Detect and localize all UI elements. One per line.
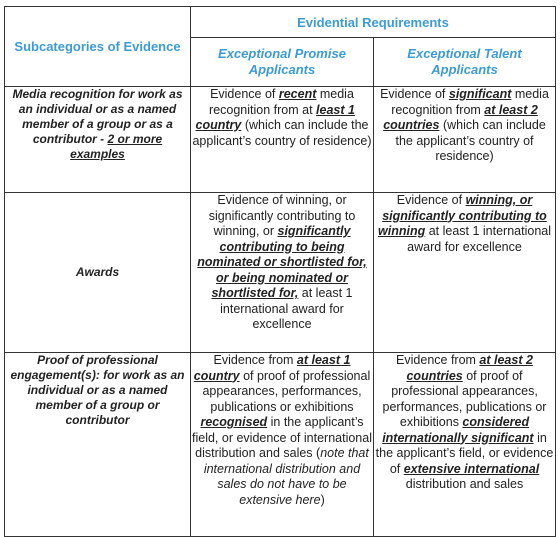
table-row-professional-engagement [5, 353, 556, 537]
evidence-table [4, 6, 556, 537]
emphasis: considered internationally significant [382, 415, 534, 445]
category-media-recognition: Media recognition for work as an individual or as a named member of a group or as a contributor - 2 or more examples [5, 87, 191, 193]
emphasis: extensive international [403, 461, 540, 476]
talent-professional-engagement: Evidence from at least 2 countries of proof of professional appearances, performances, publications or exhibitions considered internationally significant in the applicant’s field, or evidence of extensive international distribution and sales [374, 353, 556, 537]
table-row-awards [5, 193, 556, 353]
emphasis: at least 2 countries [406, 353, 533, 383]
promise-media-recognition: Evidence of recent media recognition from at least 1 country (which can include the applicant’s country of residence) [191, 87, 374, 193]
category-awards: Awards [5, 193, 191, 353]
emphasis: significantly contributing to being nominated or shortlisted for, or being nominated or shortlisted for, [197, 224, 367, 300]
header-talent-applicants: Exceptional Talent Applicants [374, 38, 556, 87]
emphasis: significant [448, 87, 512, 101]
category-professional-engagement: Proof of professional engagement(s): for work as an individual or as a named member of a group or contributor [5, 353, 191, 537]
emphasis: least 1 country [195, 102, 355, 132]
emphasis: at least 2 countries [383, 102, 538, 132]
promise-awards: Evidence of winning, or significantly contributing to winning, or significantly contributing to being nominated or shortlisted for, or being nominated or shortlisted for, at least 1 international award for excellence [191, 193, 374, 353]
header-promise-applicants: Exceptional Promise Applicants [191, 38, 374, 87]
talent-awards: Evidence of winning, or significantly contributing to winning at least 1 international award for excellence [374, 193, 556, 353]
emphasis: recognised [200, 415, 268, 429]
emphasis: 2 or more examples [70, 132, 163, 161]
table-row-media-recognition [5, 87, 556, 193]
header-evidential-requirements: Evidential Requirements [191, 7, 556, 38]
header-subcategories: Subcategories of Evidence [5, 7, 191, 87]
talent-media-recognition: Evidence of significant media recognition from at least 2 countries (which can include the applicant’s country of residence) [374, 87, 556, 193]
note-text: note that international distribution and sales do not have to be extensive here [203, 446, 369, 507]
promise-professional-engagement: Evidence from at least 1 country of proof of professional appearances, performances, publications or exhibitions recognised in the applicant’s field, or evidence of international distribution and sales (note that international distribution and sales do not have to be extensive here) [191, 353, 374, 537]
emphasis: winning, or significantly contributing to winning [378, 193, 547, 238]
emphasis: recent [278, 87, 317, 101]
emphasis: at least 1 country [193, 353, 351, 383]
